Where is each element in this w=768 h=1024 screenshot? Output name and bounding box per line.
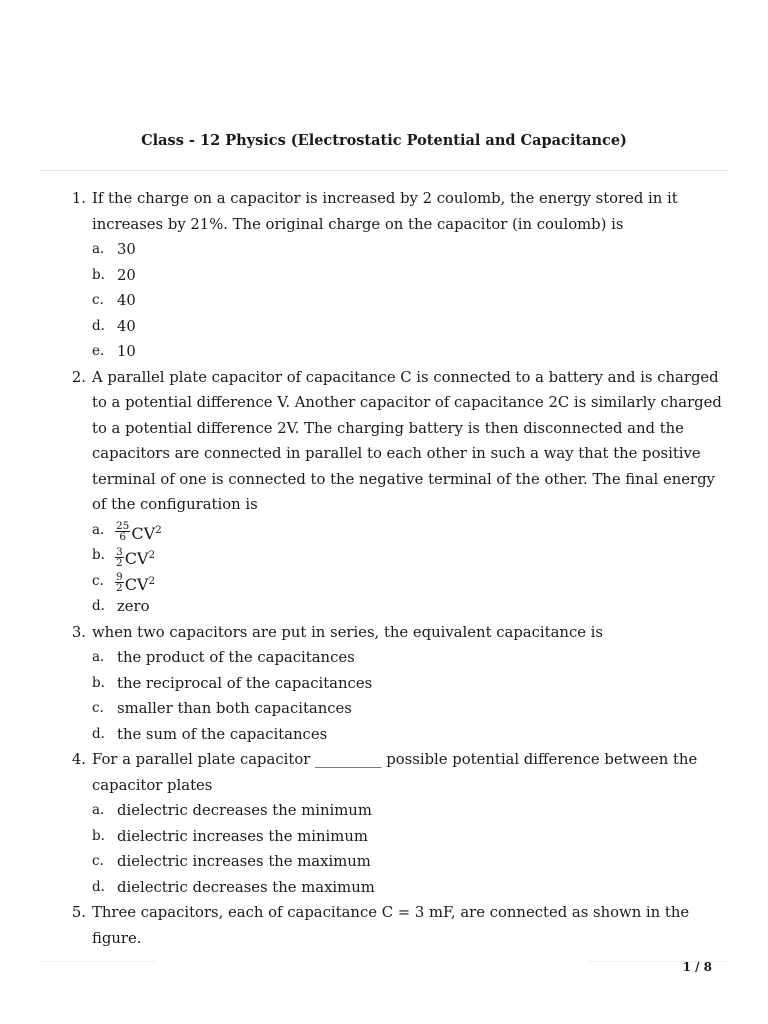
option-letter: b. [92,827,105,844]
option-text: smaller than both capacitances [117,700,352,717]
fraction-denominator: 6 [119,531,127,544]
formula-base: CV [131,523,156,543]
option-formula [117,569,155,598]
option-text: 30 [117,241,136,258]
answer-option [0,645,768,671]
question-item [0,186,768,365]
option-text: the product of the capacitances [117,649,355,666]
fraction-denominator: 2 [116,556,123,569]
answer-option [0,594,768,620]
option-text: dielectric increases the minimum [117,827,368,845]
question-item [0,900,768,951]
question-number: 1. [71,190,86,207]
answer-option [0,671,768,697]
fraction-denominator: 2 [116,582,123,595]
question-text: Three capacitors, each of capacitance C = 3 mF, are connected as shown in the figure. [92,904,690,947]
question-item [0,747,768,900]
answer-option [0,569,768,595]
option-text: zero [117,598,150,615]
option-letter: a. [92,241,105,257]
footer-divider-left [40,961,155,962]
answer-option [0,875,768,901]
option-letter: b. [92,266,105,283]
formula-term [125,575,155,594]
option-letter: a. [92,649,105,665]
option-letter: c. [92,700,104,716]
answer-option [0,518,768,544]
option-text: 40 [117,292,136,309]
answer-option [0,696,768,722]
option-text: dielectric decreases the maximum [117,878,375,896]
formula-exponent: 2 [148,574,156,587]
answer-option [0,237,768,263]
fraction [115,547,124,568]
question-number: 3. [71,623,86,641]
option-text: 40 [117,317,136,335]
option-letter: c. [92,572,104,589]
option-list [0,798,768,900]
question-number: 2. [71,368,86,386]
option-letter: c. [92,292,104,308]
fraction [115,572,124,593]
question-number: 5. [71,904,86,921]
page-title: Class - 12 Physics (Electrostatic Potential and Capacitance) [141,132,627,149]
option-text: dielectric decreases the minimum [117,802,372,819]
question-list [0,186,768,951]
option-formula [117,518,162,547]
answer-option [0,543,768,569]
option-letter: b. [92,547,105,563]
formula-exponent: 2 [155,523,162,536]
question-number: 4. [71,751,86,768]
answer-option [0,339,768,365]
answer-option [0,288,768,314]
option-letter: b. [92,674,105,691]
option-letter: d. [92,317,105,334]
question-item [0,620,768,748]
question-text: For a parallel plate capacitor _________ possible potential difference between the capacitor plates [92,751,698,794]
option-text: the reciprocal of the capacitances [117,674,373,692]
question-text: If the charge on a capacitor is increased by 2 coulomb, the energy stored in it increases by 21%. The original charge on the capacitor (in coulomb) is [92,190,678,233]
fraction [115,521,130,542]
option-text: dielectric increases the maximum [117,853,371,870]
fraction-numerator: 25 [116,520,130,533]
option-text: the sum of the capacitances [117,725,328,743]
option-letter: a. [92,521,105,538]
question-text: A parallel plate capacitor of capacitance C is connected to a battery and is charged to a potential difference V. Another capacitor of capacitance 2C is similarly charged to a potential difference 2V. The charging battery is then disconnected and the capacitors are connected in parallel to each other in such a way that the positive terminal of one is connected to the negative terminal of the other. The final energy of the configuration is [92,368,722,513]
formula-term [131,524,161,543]
answer-option [0,798,768,824]
option-letter: d. [92,725,105,742]
answer-option [0,722,768,748]
option-text: 20 [117,266,136,284]
fraction-numerator: 3 [116,545,123,558]
page-number: 1 / 8 [682,960,712,974]
answer-option [0,263,768,289]
formula-term [125,549,155,568]
option-text: 10 [117,343,136,360]
answer-option [0,824,768,850]
fraction-numerator: 9 [116,571,123,584]
header-divider [40,170,728,171]
option-letter: d. [92,878,105,895]
option-list [0,518,768,620]
option-letter: a. [92,802,105,818]
option-list [0,237,768,365]
question-item [0,365,768,620]
answer-option [0,849,768,875]
option-letter: e. [92,343,105,359]
option-letter: c. [92,853,104,869]
option-formula [117,543,155,572]
formula-base: CV [124,574,149,594]
formula-exponent: 2 [148,549,156,561]
formula-base: CV [124,549,149,568]
option-letter: d. [92,598,105,614]
question-text: when two capacitors are put in series, the equivalent capacitance is [92,623,604,641]
option-list [0,645,768,747]
answer-option [0,314,768,340]
